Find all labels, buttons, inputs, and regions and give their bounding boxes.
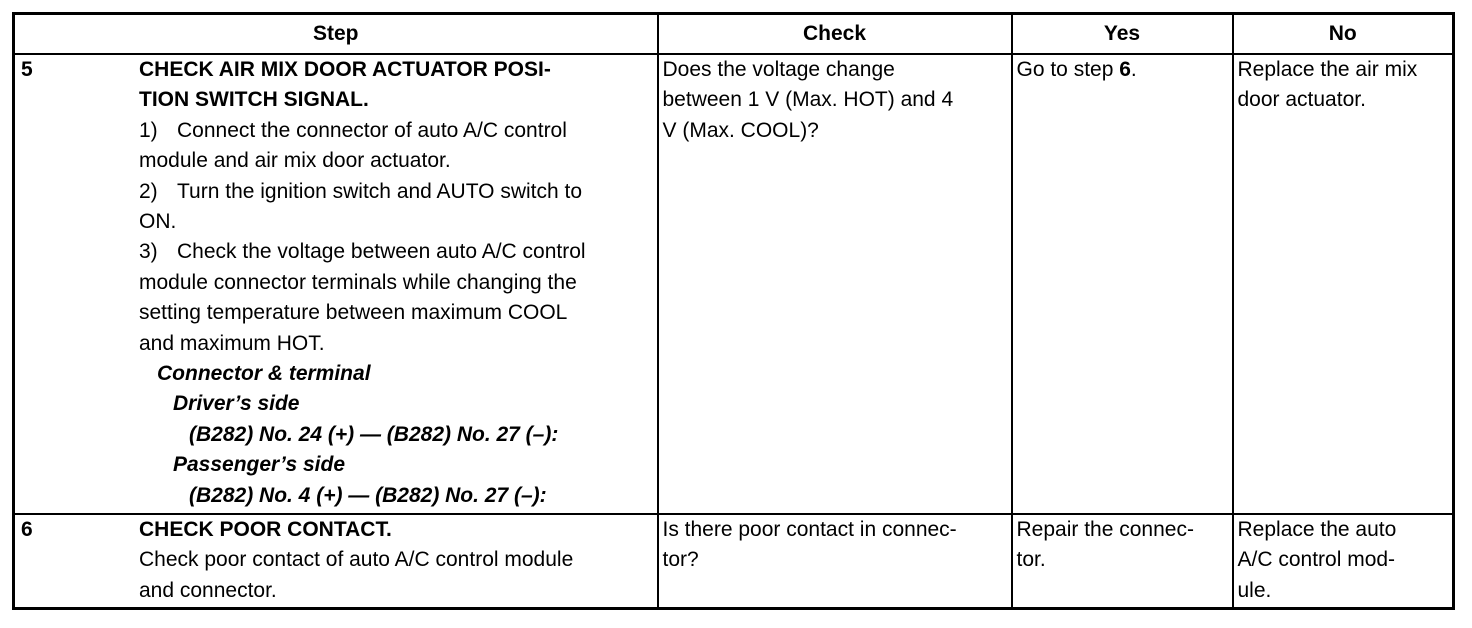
check-text-line1: Does the voltage change [662,58,895,81]
yes-text-line2: tor. [1016,548,1046,572]
no-text-line2: door actuator. [1237,88,1366,112]
header-no: No [1233,14,1454,55]
no-text-line1: Replace the air mix [1237,58,1418,81]
header-check: Check [658,14,1012,55]
driver-side-label: Driver’s side [173,392,300,416]
instruction-number: 3) [139,240,158,264]
instruction-3 [139,237,649,267]
instruction-number: 2) [139,179,158,203]
instruction-3-cont-3: and maximum HOT. [139,331,325,355]
passenger-side-terminals: (B282) No. 4 (+) — (B282) No. 27 (–): [189,483,547,507]
step-text-line1: Check poor contact of auto A/C control module [139,548,574,572]
instruction-3-cont-2: setting temperature between maximum COOL [139,301,568,325]
header-step: Step [14,14,658,55]
instruction-2-cont: ON. [139,210,177,234]
instruction-text: Turn the ignition switch and AUTO switch to [177,179,583,203]
yes-text-line1: Repair the connec- [1016,518,1194,541]
check-text-line2: between 1 V (Max. HOT) and 4 [662,88,954,112]
yes-cell [1012,54,1233,514]
no-cell [1233,54,1454,514]
step-text-line2: and connector. [139,578,277,602]
table-row-step-6 [14,514,1454,609]
yes-text-suffix: . [1130,58,1137,81]
instruction-text: Connect the connector of auto A/C control [177,118,567,142]
table-row-step-5 [14,54,1454,514]
instruction-text: Check the voltage between auto A/C control [177,240,586,264]
no-cell [1233,514,1454,609]
check-text-line2: tor? [662,548,699,572]
no-text-line1: Replace the auto [1237,518,1397,541]
step-title-line1: CHECK AIR MIX DOOR ACTUATOR POSI- [139,58,551,81]
header-yes: Yes [1012,14,1233,55]
step-number: 6 [21,518,33,541]
instruction-3-cont-1: module connector terminals while changing the [139,270,577,294]
check-text-line1: Is there poor contact in connec- [662,518,957,541]
no-text-line2: A/C control mod- [1237,548,1396,572]
yes-text-prefix: Go to step [1016,58,1120,81]
step-cell [14,54,658,514]
terminal-heading: Connector & terminal [157,362,371,386]
instruction-1-cont: module and air mix door actuator. [139,149,451,173]
no-text-line3: ule. [1237,578,1272,602]
step-number: 5 [21,58,33,81]
step-cell [14,514,658,609]
passenger-side-label: Passenger’s side [173,453,345,477]
instruction-2 [139,177,649,207]
instruction-number: 1) [139,118,158,142]
yes-cell [1012,514,1233,609]
check-text-line3: V (Max. COOL)? [662,118,819,142]
header-row [14,14,1454,55]
instruction-1 [139,116,649,146]
driver-side-terminals: (B282) No. 24 (+) — (B282) No. 27 (–): [189,422,559,446]
step-title: CHECK POOR CONTACT. [139,518,392,541]
yes-step-link: 6 [1119,58,1131,81]
step-title-line2: TION SWITCH SIGNAL. [139,88,369,112]
check-cell [658,54,1012,514]
diagnostic-table [12,12,1455,610]
check-cell [658,514,1012,609]
